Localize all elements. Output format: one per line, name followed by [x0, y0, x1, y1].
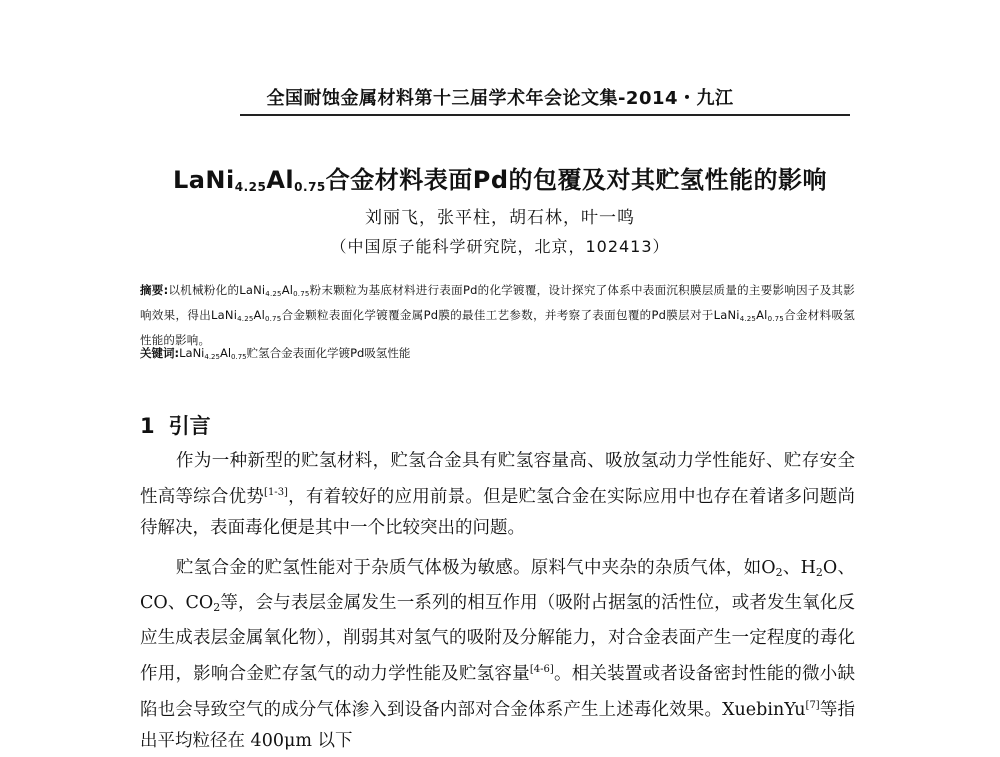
citation-marker: [4-6]	[529, 664, 554, 675]
running-header: 全国耐蚀金属材料第十三届学术年会论文集-2014・九江	[266, 88, 734, 109]
abstract-subscript: 0.75	[264, 315, 282, 323]
chemical-subscript: 2	[213, 601, 221, 614]
title-formula-al: Al	[266, 166, 295, 194]
abstract-text: 以机械粉化的LaNi	[168, 283, 266, 297]
abstract-subscript: 0.75	[293, 290, 310, 298]
abstract-text: 粉末颗粒为基底材料进行表面Pd的化学镀覆，设计探究了体系中表面沉积膜层质量的主要影响因子及其影响效果，得出LaNi	[140, 283, 855, 322]
section-heading	[140, 410, 211, 440]
section-number: 1	[140, 414, 155, 438]
paper-title	[0, 160, 1000, 195]
author-list: 刘丽飞，张平柱，胡石林，叶一鸣	[365, 208, 635, 228]
keywords-subscript: 0.75	[231, 353, 247, 361]
paragraph-text: 等指出平均粒径在 400μm 以下	[140, 700, 855, 751]
abstract-subscript: 0.75	[767, 315, 784, 323]
keywords-text: 贮氢合金表面化学镀Pd吸氢性能	[246, 346, 411, 360]
title-text: 合金材料表面Pd的包覆及对其贮氢性能的影响	[325, 166, 828, 194]
paragraph-text: 贮氢合金的贮氢性能对于杂质气体极为敏感。原料气中夹杂的杂质气体，如O	[176, 558, 776, 578]
title-subscript-al: 0.75	[294, 180, 326, 194]
chemical-subscript: 2	[815, 566, 823, 579]
paragraph-text: 。相关装置或者设备密封性能的微小缺陷也会导致空气的成分气体渗入到设备内部对合金体系产生上述毒化效果。XuebinYu	[140, 664, 856, 720]
citation-marker: [7]	[805, 700, 820, 711]
paragraph-text: O、CO、CO	[140, 558, 855, 613]
header-rule	[240, 114, 850, 116]
body-paragraph	[140, 553, 855, 757]
paragraph-text: ，有着较好的应用前景。但是贮氢合金在实际应用中也存在着诸多问题尚待解决，表面毒化便是其中一个比较突出的问题。	[140, 487, 856, 538]
paragraph-text: 等，会与表层金属发生一系列的相互作用（吸附占据氢的活性位，或者发生氧化反应生成表层金属氧化物），削弱其对氢气的吸附及分解能力，对合金表面产生一定程度的毒化作用，影响合金贮存氢气的动力学性能及贮氢容量	[140, 593, 855, 684]
body-paragraph	[140, 446, 855, 544]
keywords	[140, 343, 855, 368]
abstract-text: Al	[281, 283, 294, 297]
paragraph-text: 作为一种新型的贮氢材料，贮氢合金具有贮氢容量高、吸放氢动力学性能好、贮存安全性高等综合优势	[140, 451, 855, 507]
abstract	[140, 280, 855, 351]
keywords-subscript: 4.25	[204, 353, 220, 361]
keywords-label: 关键词:	[140, 346, 180, 360]
abstract-text: 合金材料吸氢性能的影响。	[140, 308, 855, 347]
keywords-text: LaNi	[179, 346, 205, 360]
keywords-text: Al	[219, 346, 232, 360]
chemical-subscript: 2	[775, 566, 783, 579]
abstract-subscript: 4.25	[237, 315, 254, 323]
title-subscript-ni: 4.25	[234, 180, 267, 194]
abstract-text: 合金颗粒表面化学镀覆金属Pd膜的最佳工艺参数，并考察了表面包覆的Pd膜层对于LaNi	[281, 308, 740, 322]
abstract-label: 摘要:	[140, 283, 169, 297]
section-title: 引言	[168, 414, 211, 438]
paragraph-text: 、H	[782, 558, 816, 578]
title-formula-la-ni: LaNi	[172, 166, 235, 194]
affiliation: （中国原子能科学研究院，北京，102413）	[330, 237, 670, 256]
abstract-subscript: 4.25	[739, 315, 757, 323]
abstract-text: Al	[253, 308, 265, 322]
abstract-text: Al	[756, 308, 768, 322]
citation-marker: [1-3]	[264, 487, 288, 498]
abstract-subscript: 4.25	[265, 290, 282, 298]
